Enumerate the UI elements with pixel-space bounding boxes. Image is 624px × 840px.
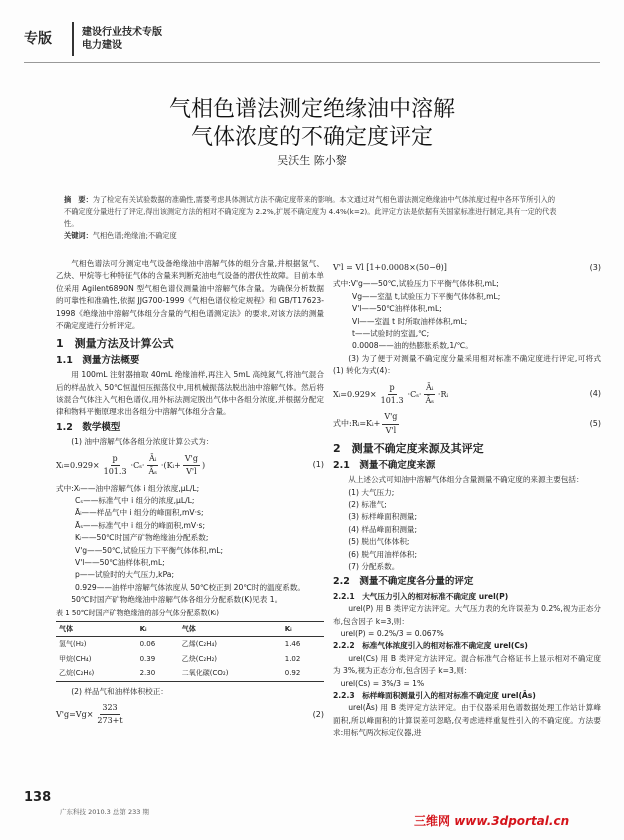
equation-1: Xᵢ=0.929× $\frac{p}{101.3}$ ·Cₛ· $\frac{\text{Āᵢ}}{\text{Āₛ}}$ ·(Kᵢ+ $\frac{V'g}{V'l}$ ) (1) <box>56 453 324 477</box>
table-row <box>56 637 324 652</box>
definition-line: 0.0008——油的热膨胀系数,1/℃。 <box>352 341 473 351</box>
definition-line: Āᵢ——样品气中 i 组分的峰面积,mV·s; <box>75 508 204 518</box>
section-labels <box>82 26 162 52</box>
journal-footer: 广东科技 2010.3 总第 233 期 <box>60 808 149 816</box>
abstract-label: 摘 要： <box>64 195 93 204</box>
watermark-url: www.3dportal.cn <box>454 814 570 828</box>
source-list <box>333 487 601 574</box>
definition-line: 式中:V'g——50℃,试验压力下平衡气体体积,mL; <box>333 279 499 289</box>
table-cell: 1.46 <box>284 640 301 649</box>
definition-line: Vl——室温 t 时所取油样体积,mL; <box>352 316 468 326</box>
equation-p: urel(P) = 0.2%/3 = 0.067% <box>340 628 444 638</box>
left-column <box>56 258 324 732</box>
definition-line: Vg——室温 t,试验压力下平衡气体体积,mL; <box>352 291 501 301</box>
table-header-cell: 气体 <box>59 624 73 633</box>
section-2-2-heading: 2.2 测量不确定度各分量的评定 <box>333 576 474 588</box>
source-item: (2) 标准气; <box>348 499 387 509</box>
paper-title-line-2: 气体浓度的不确定度评定 <box>190 125 433 150</box>
equation-3-definitions <box>333 278 601 352</box>
table-cell: 氢气(H₂) <box>59 640 87 649</box>
table-header-cell: Kᵢ <box>284 624 292 633</box>
table-header-cell: Kᵢ <box>139 624 147 633</box>
equation-3-number: (3) <box>589 263 601 272</box>
section-1-heading: 1 测量方法及计算公式 <box>56 337 174 351</box>
header-divider <box>72 22 74 56</box>
right-column <box>333 258 601 740</box>
equation-5: 式中:Rᵢ=Kᵢ+ $\frac{V'g}{V'l}$ (5) <box>333 412 601 435</box>
formula-2-intro: (2) 样品气和油样体积校正： <box>71 686 168 696</box>
definition-line: V'l——50℃油样体积,mL; <box>352 304 442 314</box>
section-1-2-heading: 1.2 数学模型 <box>56 421 121 433</box>
section-2-2-2-text: urel(Cs) 用 B 类评定方法评定。混合标准气合格证书上显示相对不确定度为 3%,视为正态分布,包含因子 k=3,则： <box>333 653 601 676</box>
source-item: (6) 脱气用油样体积; <box>348 549 418 559</box>
definition-line: Āₛ——标准气中 i 组分的峰面积,mV·s; <box>75 520 206 530</box>
table-header-cell: 气体 <box>181 624 196 633</box>
authors: 吴沃生 陈小黎 <box>277 154 347 167</box>
watermark <box>414 812 610 834</box>
section-2-2-3-heading: 2.2.3 标样峰面积测量引入的相对标准不确定度 urel(Ās) <box>333 691 536 700</box>
definition-line: t——试验时的室温,℃; <box>352 329 430 339</box>
paper-title-line-1: 气相色谱法测定绝缘油中溶解 <box>168 97 455 122</box>
section-badge: 专版 <box>24 31 52 47</box>
source-item: (1) 大气压力; <box>348 487 395 497</box>
definition-line: Kᵢ——50℃时国产矿物绝缘油分配系数; <box>75 533 209 543</box>
definition-line: Cₛ——标准气中 i 组分的浓度,μL/L; <box>75 495 195 505</box>
source-item: (5) 脱出气体体积; <box>348 537 410 547</box>
section-label-1: 建设行业技术专版 <box>82 27 162 38</box>
definition-line: 式中:Xᵢ——油中溶解气体 i 组分浓度,μL/L; <box>56 483 200 493</box>
k-paragraph: 50℃时国产矿物绝缘油中溶解气体各组分分配系数(K)见表 1。 <box>71 595 283 605</box>
equation-1-number: (1) <box>312 460 324 470</box>
keywords-label: 关键词： <box>64 231 93 240</box>
section-1-1-text: 用 100mL 注射器抽取 40mL 绝缘油样,再注入 5mL 高纯氮气,将油气混合后的样品放入 50℃恒温恒压振荡仪中,用机械振荡法脱出油中溶解气体。然后将该混合气体注入气相色谱仪,用外标法测定脱出气体中各组分浓度,并根据分配定律和物料平衡原理求出各组分中溶解气体组分含量。 <box>56 370 324 417</box>
section-2-1-heading: 2.1 测量不确定度来源 <box>333 459 436 471</box>
table-cell: 乙烯(C₂H₄) <box>181 640 218 649</box>
section-label-2: 电力建设 <box>82 40 122 51</box>
source-item: (4) 样品峰面积测量; <box>348 524 418 534</box>
definition-line: V'g——50℃,试验压力下平衡气体体积,mL; <box>75 545 224 555</box>
equation-1-definitions <box>56 483 324 595</box>
section-2-2-2-heading: 2.2.2 标准气体浓度引入的相对标准不确定度 urel(Cs) <box>333 641 528 651</box>
section-1-1-heading: 1.1 测量方法概要 <box>56 354 140 366</box>
intro-paragraph: 气相色谱法可分测定电气设备绝缘油中溶解气体的组分含量,并根据氢气、乙炔、甲烷等七种特征气体的含量来判断充油电气设备的潜伏性故障。目前本单位采用 Agilent6890N 型气相色谱仪测量油中溶解气体含量。为确保分析数据的可靠性和准确性,依据 JJG700-1999《气相色谱仪检定规程》和 GB/T17623-1998《绝缘油中溶解气体组分含量的气相色谱测定法》的要求,对该方法的测量不确定度进行分析评定。 <box>56 259 324 331</box>
equation-4-number: (4) <box>589 389 601 399</box>
equation-3 <box>333 262 601 274</box>
equation-c: urel(Cs) = 3%/3 = 1% <box>340 678 425 688</box>
table-cell: 0.39 <box>139 654 156 663</box>
section-2-2-1-heading: 2.2.1 大气压力引入的相对标准不确定度 urel(P) <box>333 591 509 601</box>
source-item: (7) 分配系数。 <box>348 561 400 571</box>
definition-line: 0.929——油样中溶解气体浓度从 50℃校正到 20℃时的温度系数。 <box>75 582 306 592</box>
watermark-brand: 三维网 <box>414 814 451 828</box>
equation-5-number: (5) <box>589 419 601 429</box>
table-cell: 0.06 <box>139 640 156 649</box>
table-1-caption: 表 1 50℃时国产矿物绝缘油的部分气体分配系数(Kᵢ) <box>56 608 219 617</box>
table-cell: 甲烷(CH₄) <box>59 654 92 663</box>
paragraph-3: (3) 为了便于对测量不确定度分量采用相对标准不确定度进行评定,可将式(1) 转化为式(4)： <box>333 353 601 376</box>
table-cell: 乙炔(C₂H₂) <box>181 654 218 663</box>
equation-3-text: V'l = Vl [1+0.0008×(50−θ)] <box>333 263 447 272</box>
definition-line: p——试验时的大气压力,kPa; <box>75 570 175 580</box>
equation-2: V'g=Vg× $\frac{323}{273+t}$ (2) <box>56 703 324 726</box>
equation-2-number: (2) <box>312 709 324 719</box>
section-header <box>24 18 600 60</box>
header-rule <box>24 62 600 63</box>
abstract-text: 为了检定有关试验数据的准确性,需要考虑具体测试方法不确定度带来的影响。本文通过对气相色谱法测定绝缘油中气体浓度过程中各环节所引入的不确定度分量进行了评定,得出该测定方法的相对不确定度为 2.2%,扩展不确定度为 4.4%(k=2)。此评定方法是依据有关国家标准进行制定,具有一定的代表性。 <box>64 195 557 228</box>
table-cell: 2.30 <box>139 669 156 678</box>
equation-4: Xᵢ=0.929× $\frac{p}{101.3}$ ·Cₛ· $\frac{\text{Āᵢ}}{\text{Āₛ}}$ ·Rᵢ (4) <box>333 382 601 406</box>
table-cell: 二氧化碳(CO₂) <box>181 669 229 678</box>
table-cell: 乙烷(C₂H₆) <box>59 669 95 678</box>
definition-line: V'l——50℃油样体积,mL; <box>75 557 165 567</box>
section-2-heading: 2 测量不确定度来源及其评定 <box>333 442 484 456</box>
section-2-1-text: 从上述公式可知油中溶解气体组分含量测量不确定度的来源主要包括： <box>348 475 584 485</box>
page-number: 138 <box>24 790 52 805</box>
table-row <box>56 666 324 681</box>
table-row <box>56 652 324 666</box>
source-item: (3) 标样峰面积测量; <box>348 512 418 522</box>
table-header-row <box>56 621 324 636</box>
table-1 <box>56 621 324 682</box>
table-cell: 0.92 <box>284 669 301 678</box>
keywords-text: 气相色谱;绝缘油;不确定度 <box>92 231 177 240</box>
abstract <box>64 194 558 242</box>
formula-1-intro: (1) 油中溶解气体各组分浓度计算公式为： <box>71 437 214 447</box>
section-2-2-3-text: urel(Ās) 用 B 类评定方法评定。由于仪器采用色谱数据处理工作站计算峰面积,所以峰面积的计算误差可忽略,仅考虑进样重复性引入的不确定度。方法要求:用标气两次标定仪器,进 <box>333 703 601 738</box>
table-cell: 1.02 <box>284 654 301 663</box>
section-2-2-1-text: urel(P) 用 B 类评定方法评定。大气压力表的允许误差为 0.2%,视为正态分布,包含因子 k=3,则： <box>333 604 601 626</box>
